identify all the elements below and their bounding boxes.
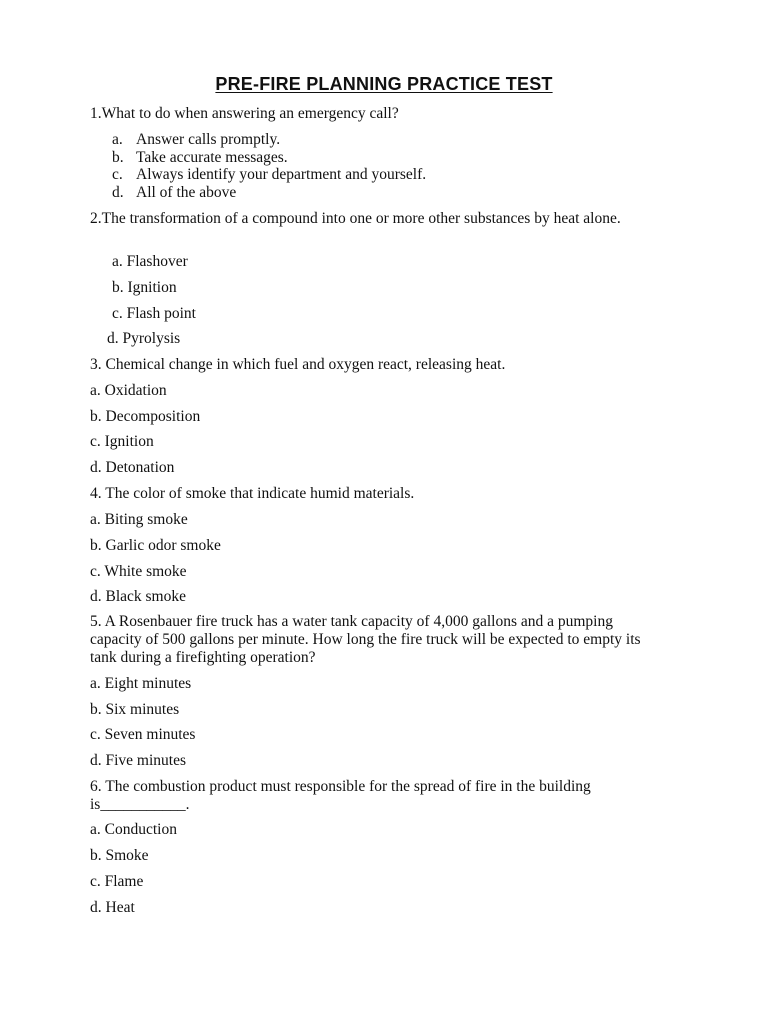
q2-option-a: a. Flashover: [112, 253, 188, 270]
q4-option-d: d. Black smoke: [90, 588, 186, 605]
q1-option-b-text: Take accurate messages.: [136, 149, 288, 166]
q5-option-b: b. Six minutes: [90, 701, 180, 718]
q2-option-d: d. Pyrolysis: [107, 330, 181, 347]
q1-option-a-label: a.: [112, 131, 123, 148]
q3-option-b: b. Decomposition: [90, 408, 201, 425]
question-1: 1.What to do when answering an emergency call?: [90, 105, 399, 122]
q1-option-a-text: Answer calls promptly.: [136, 131, 281, 148]
q1-option-d-label: d.: [112, 184, 124, 201]
q6-option-c: c. Flame: [90, 873, 144, 890]
question-5: 5. A Rosenbauer fire truck has a water tank capacity of 4,000 gallons and a pumping capacity of 500 gallons per minute. How long the fire truck will be expected to empty its tank during a firefighting operation?: [90, 613, 641, 666]
q1-option-d: [112, 184, 236, 202]
q2-option-c: c. Flash point: [112, 305, 196, 322]
q5-option-c: c. Seven minutes: [90, 726, 196, 743]
q5-option-d: d. Five minutes: [90, 752, 187, 769]
q6-option-b: b. Smoke: [90, 847, 149, 864]
question-6: 6. The combustion product must responsible for the spread of fire in the building is___________.: [90, 778, 591, 813]
q1-option-c-text: Always identify your department and yourself.: [136, 166, 427, 183]
question-4: 4. The color of smoke that indicate humid materials.: [90, 485, 415, 502]
q6-option-d: d. Heat: [90, 899, 135, 916]
q4-option-a: a. Biting smoke: [90, 511, 188, 528]
question-3: 3. Chemical change in which fuel and oxygen react, releasing heat.: [90, 356, 506, 373]
q1-option-d-text: All of the above: [136, 184, 237, 201]
q2-option-b: b. Ignition: [112, 279, 177, 296]
q1-option-b-label: b.: [112, 149, 124, 166]
question-2: 2.The transformation of a compound into one or more other substances by heat alone.: [90, 210, 621, 227]
page-title: PRE-FIRE PLANNING PRACTICE TEST: [215, 74, 553, 94]
q3-option-a: a. Oxidation: [90, 382, 167, 399]
q3-option-d: d. Detonation: [90, 459, 175, 476]
q1-option-a: [112, 131, 280, 149]
q4-option-c: c. White smoke: [90, 563, 187, 580]
q5-option-a: a. Eight minutes: [90, 675, 192, 692]
q1-option-c: [112, 166, 426, 184]
q6-option-a: a. Conduction: [90, 821, 177, 838]
q3-option-c: c. Ignition: [90, 433, 154, 450]
q1-option-c-label: c.: [112, 166, 123, 183]
q4-option-b: b. Garlic odor smoke: [90, 537, 221, 554]
q1-option-b: [112, 149, 288, 167]
